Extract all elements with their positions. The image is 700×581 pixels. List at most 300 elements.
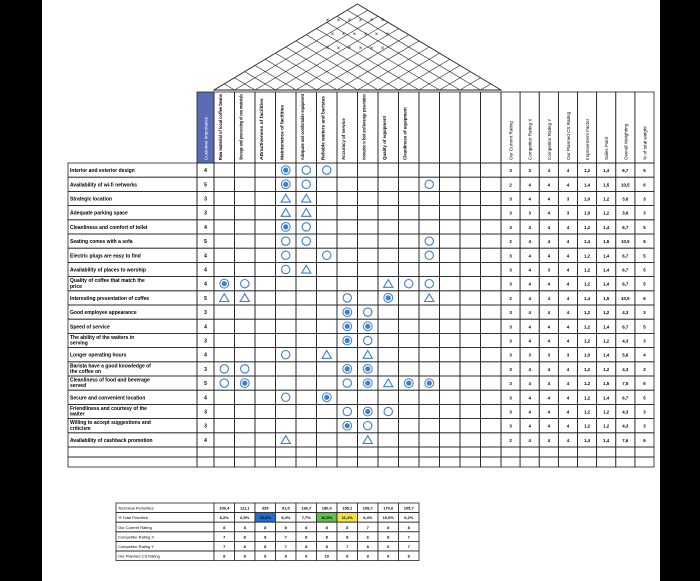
relationship-cell — [399, 291, 420, 305]
roof-correlation-icon: × — [374, 32, 379, 38]
summary-value: 105,7 — [403, 505, 414, 511]
relationship-cell — [276, 305, 297, 319]
planning-value: 4 — [547, 423, 551, 429]
relationship-cell — [460, 277, 481, 291]
summary-value: 8 — [243, 524, 246, 530]
planning-value: 3 — [528, 168, 531, 174]
medium-relationship-icon — [364, 336, 372, 344]
summary-value: 7,7% — [301, 515, 311, 521]
relationship-cell — [440, 305, 461, 319]
planning-value: 3 — [528, 210, 531, 216]
planning-value: 1,4 — [584, 182, 591, 188]
planning-value: 4 — [547, 324, 551, 330]
medium-relationship-icon — [302, 166, 310, 174]
roof-correlation-icon: × — [347, 46, 352, 52]
empty-importance-cell — [197, 457, 214, 467]
spacer-header-cell — [419, 92, 440, 163]
planning-value: 6 — [643, 437, 646, 443]
planning-value: 5 — [643, 267, 646, 273]
relationship-cell — [296, 248, 317, 262]
planning-value: 4 — [566, 281, 570, 287]
summary-value: 8 — [264, 524, 267, 530]
summary-value: 7 — [366, 524, 369, 530]
summary-value: 8 — [346, 534, 349, 540]
planning-value: 6 — [643, 182, 646, 188]
customer-requirement-label: Electric plugs are easy to find — [70, 253, 141, 260]
summary-value: 8 — [284, 524, 287, 530]
planning-value: 4 — [547, 196, 551, 202]
customer-requirement-label — [70, 363, 151, 375]
summary-value: 8 — [305, 553, 308, 559]
planning-value: 4 — [528, 196, 531, 202]
relationship-cell — [255, 291, 276, 305]
customer-requirement-label — [70, 278, 145, 290]
technical-header-label: Raw material of local coffee beans — [218, 84, 223, 160]
medium-relationship-icon — [241, 365, 249, 373]
relationship-cell — [317, 277, 338, 291]
relationship-cell — [481, 319, 502, 333]
summary-value: 91,5 — [281, 505, 290, 511]
customer-requirement-label: Good employee appearance — [70, 310, 137, 317]
planning-value: 6 — [643, 239, 646, 245]
relationship-cell — [378, 362, 399, 376]
relationship-cell — [481, 362, 502, 376]
relationship-cell — [235, 177, 256, 191]
empty-importance-cell — [197, 447, 214, 457]
customer-requirement-label-line: serving — [70, 340, 88, 347]
relationship-cell — [317, 291, 338, 305]
relationship-cell — [337, 262, 358, 276]
planning-value: 6,7 — [622, 168, 629, 174]
planning-value: 1,0 — [584, 210, 591, 216]
relationship-cell — [235, 433, 256, 447]
summary-row-label: Competitor Rating Y — [118, 544, 154, 549]
empty-requirement-cell — [68, 447, 197, 457]
relationship-cell — [276, 376, 297, 390]
relationship-cell — [481, 234, 502, 248]
planning-value: 7,6 — [622, 437, 629, 443]
relationship-cell — [460, 390, 481, 404]
planning-value: 1,2 — [584, 267, 591, 273]
customer-requirement-label: Longer operating hours — [70, 352, 127, 359]
relationship-cell — [214, 177, 235, 191]
planning-value: 1,2 — [584, 366, 591, 372]
planning-value: 10,5 — [621, 239, 630, 245]
empty-planning-cell — [597, 457, 616, 467]
relationship-cell — [235, 220, 256, 234]
relationship-cell — [296, 319, 317, 333]
planning-value: 1,4 — [603, 395, 610, 401]
empty-planning-cell — [539, 457, 558, 467]
planning-value: 10,5 — [621, 182, 630, 188]
relationship-cell — [481, 262, 502, 276]
planning-value: 4 — [528, 310, 531, 316]
summary-value: 108,7 — [362, 505, 373, 511]
relationship-cell — [255, 163, 276, 177]
relationship-cell — [440, 234, 461, 248]
planning-value: 3 — [643, 338, 646, 344]
planning-value: 3 — [643, 210, 646, 216]
relationship-cell — [419, 419, 440, 433]
customer-importance-value: 4 — [204, 324, 207, 331]
planning-value: 3 — [509, 196, 512, 202]
planning-value: 4 — [547, 182, 551, 188]
relationship-cell — [399, 404, 420, 418]
relationship-cell — [460, 419, 481, 433]
relationship-cell — [460, 319, 481, 333]
relationship-cell — [481, 433, 502, 447]
planning-value: 3 — [509, 366, 512, 372]
relationship-cell — [378, 419, 399, 433]
planning-value: 1,0 — [584, 196, 591, 202]
summary-value: 8 — [387, 534, 390, 540]
customer-requirement-label: Cleanliness and comfort of toilet — [70, 224, 148, 231]
relationship-cell — [440, 348, 461, 362]
customer-requirement-label-line: criticism — [70, 425, 91, 432]
roof-correlation-icon: × — [336, 46, 341, 52]
strong-relationship-icon-core — [386, 295, 391, 300]
empty-planning-cell — [635, 457, 654, 467]
relationship-cell — [460, 220, 481, 234]
planning-value: 4,3 — [622, 310, 629, 316]
planning-value: 1,4 — [603, 352, 610, 358]
summary-value: 8 — [387, 553, 390, 559]
planning-value: 1,4 — [584, 437, 591, 443]
planning-value: 1,2 — [603, 423, 610, 429]
planning-value: 4 — [547, 338, 551, 344]
empty-relationship-cell — [337, 447, 358, 457]
relationship-cell — [358, 177, 379, 191]
empty-planning-cell — [501, 457, 520, 467]
summary-value: 180,0 — [321, 505, 332, 511]
planning-value: 1,2 — [584, 423, 591, 429]
planning-value: 6,7 — [622, 224, 629, 230]
technical-header-label: Cleanliness of equipment — [402, 104, 408, 160]
planning-value: 1,2 — [584, 168, 591, 174]
customer-requirement-label-line: waiter — [70, 411, 85, 418]
planning-value: 4 — [528, 338, 531, 344]
relationship-cell — [214, 433, 235, 447]
summary-value: 130,7 — [301, 505, 312, 511]
empty-relationship-cell — [481, 457, 502, 467]
medium-relationship-icon — [302, 180, 310, 188]
summary-value: 8 — [264, 544, 267, 549]
relationship-cell — [235, 191, 256, 205]
relationship-cell — [440, 277, 461, 291]
medium-relationship-icon — [241, 280, 249, 288]
relationship-cell — [481, 333, 502, 347]
customer-importance-value: 3 — [204, 210, 207, 217]
planning-value: 1,2 — [603, 409, 610, 415]
planning-value: 3 — [566, 210, 570, 216]
relationship-cell — [378, 319, 399, 333]
relationship-cell — [296, 291, 317, 305]
relationship-cell — [460, 376, 481, 390]
empty-planning-cell — [616, 457, 635, 467]
relationship-cell — [378, 348, 399, 362]
planning-header-label: Our Planned CS Rating — [565, 111, 571, 160]
strong-relationship-icon-core — [345, 324, 350, 329]
relationship-cell — [255, 305, 276, 319]
relationship-cell — [255, 419, 276, 433]
relationship-cell — [419, 362, 440, 376]
empty-planning-cell — [616, 447, 635, 457]
planning-value: 1,2 — [584, 281, 591, 287]
relationship-cell — [317, 234, 338, 248]
planning-value: 4,3 — [622, 409, 629, 415]
relationship-cell — [440, 376, 461, 390]
relationship-cell — [255, 177, 276, 191]
summary-value: 7 — [346, 544, 349, 549]
planning-value: 3 — [509, 310, 512, 316]
medium-relationship-icon — [425, 251, 433, 259]
relationship-cell — [460, 191, 481, 205]
customer-importance-value: 5 — [204, 295, 207, 302]
customer-importance-value: 4 — [204, 395, 207, 402]
planning-value: 3 — [509, 381, 512, 387]
planning-header-label: % of total weight — [642, 126, 648, 160]
summary-value: 170,6 — [383, 505, 394, 511]
relationship-cell — [378, 262, 399, 276]
relationship-cell — [440, 433, 461, 447]
empty-planning-cell — [501, 447, 520, 457]
relationship-cell — [460, 163, 481, 177]
medium-relationship-icon — [282, 351, 290, 359]
planning-value: 3,6 — [622, 210, 629, 216]
relationship-cell — [440, 220, 461, 234]
relationship-cell — [378, 177, 399, 191]
relationship-cell — [317, 404, 338, 418]
planning-header-label: Overall Weighting — [623, 123, 629, 160]
planning-value: 1,2 — [603, 310, 610, 316]
planning-value: 3 — [643, 310, 646, 316]
planning-value: 4 — [566, 168, 570, 174]
empty-planning-cell — [520, 447, 539, 457]
relationship-cell — [255, 376, 276, 390]
relationship-cell — [235, 305, 256, 319]
planning-value: 6,7 — [622, 253, 629, 259]
relationship-cell — [235, 319, 256, 333]
summary-value: 8 — [243, 553, 246, 559]
relationship-cell — [378, 248, 399, 262]
medium-relationship-icon — [405, 280, 413, 288]
relationship-cell — [419, 319, 440, 333]
technical-header-label: Attractiveness of facilities — [259, 103, 264, 160]
relationship-cell — [399, 348, 420, 362]
relationship-cell — [255, 348, 276, 362]
customer-importance-value: 3 — [204, 338, 207, 345]
relationship-cell — [440, 333, 461, 347]
customer-importance-value: 3 — [204, 423, 207, 430]
relationship-cell — [358, 220, 379, 234]
relationship-cell — [440, 262, 461, 276]
planning-value: 3 — [509, 423, 512, 429]
summary-value: 111,1 — [239, 505, 250, 511]
summary-value: 8 — [264, 553, 267, 559]
strong-relationship-icon-core — [365, 366, 370, 371]
relationship-cell — [399, 248, 420, 262]
planning-value: 4 — [547, 409, 551, 415]
empty-relationship-cell — [296, 457, 317, 467]
relationship-cell — [235, 419, 256, 433]
relationship-cell — [440, 177, 461, 191]
medium-relationship-icon — [384, 407, 392, 415]
customer-importance-value: 4 — [204, 352, 207, 359]
planning-value: 4,3 — [622, 366, 629, 372]
planning-value: 1,2 — [584, 310, 591, 316]
planning-value: 1,4 — [603, 168, 610, 174]
relationship-cell — [419, 206, 440, 220]
relationship-cell — [255, 433, 276, 447]
empty-relationship-cell — [440, 447, 461, 457]
relationship-cell — [378, 220, 399, 234]
customer-requirement-label — [70, 420, 151, 432]
planning-value: 4 — [528, 409, 531, 415]
planning-value: 3 — [643, 196, 646, 202]
planning-value: 4 — [566, 182, 570, 188]
planning-value: 3 — [509, 324, 512, 330]
relationship-cell — [358, 206, 379, 220]
relationship-cell — [214, 348, 235, 362]
planning-value: 1,4 — [603, 437, 610, 443]
customer-requirement-label-line: price — [70, 283, 82, 290]
relationship-cell — [296, 305, 317, 319]
summary-value: 8 — [223, 524, 226, 530]
planning-value: 3 — [547, 267, 551, 273]
customer-importance-value: 3 — [204, 409, 207, 416]
customer-requirement-label: Secure and convenient location — [70, 395, 146, 402]
medium-relationship-icon — [425, 180, 433, 188]
planning-value: 4 — [566, 253, 570, 259]
relationship-cell — [214, 220, 235, 234]
weak-relationship-icon — [384, 379, 393, 387]
relationship-cell — [214, 390, 235, 404]
roof-correlation-icon: × — [369, 46, 374, 52]
planning-value: 1,5 — [603, 295, 610, 301]
planning-value: 1,4 — [603, 267, 610, 273]
weak-relationship-icon — [281, 436, 290, 444]
relationship-cell — [481, 248, 502, 262]
relationship-cell — [358, 262, 379, 276]
strong-relationship-icon-core — [345, 310, 350, 315]
relationship-cell — [214, 319, 235, 333]
customer-requirement-label-line: served — [70, 383, 87, 390]
empty-relationship-cell — [235, 447, 256, 457]
relationship-cell — [378, 163, 399, 177]
spacer-header-cell — [481, 92, 502, 163]
planning-value: 4 — [547, 168, 551, 174]
relationship-cell — [235, 390, 256, 404]
technical-header-label: Storage and processing of raw materials — [238, 71, 244, 160]
planning-value: 4 — [547, 295, 551, 301]
relationship-cell — [378, 333, 399, 347]
relationship-cell — [255, 220, 276, 234]
planning-value: 1,4 — [584, 239, 591, 245]
customer-requirement-label: Availability of cashback promotion — [70, 437, 153, 444]
planning-value: 3 — [643, 366, 646, 372]
relationship-cell — [214, 305, 235, 319]
relationship-cell — [460, 248, 481, 262]
relationship-cell — [399, 206, 420, 220]
customer-importance-value: 4 — [204, 168, 207, 175]
planning-value: 4 — [566, 224, 570, 230]
planning-value: 5 — [643, 395, 646, 401]
planning-header-label: Competitor Rating Y — [546, 118, 552, 160]
customer-importance-value: 4 — [204, 281, 207, 288]
relationship-cell — [214, 248, 235, 262]
planning-value: 4 — [643, 352, 646, 358]
relationship-cell — [481, 220, 502, 234]
empty-planning-cell — [539, 447, 558, 457]
roof-correlation-icon: × — [380, 46, 385, 52]
planning-value: 4 — [528, 437, 531, 443]
summary-value: 8 — [305, 534, 308, 540]
relationship-cell — [419, 305, 440, 319]
relationship-cell — [399, 319, 420, 333]
planning-value: 4 — [566, 381, 570, 387]
planning-value: 4 — [566, 267, 570, 273]
planning-header-label: Our Current Rating — [508, 121, 514, 160]
planning-value: 4 — [528, 267, 531, 273]
relationship-cell — [378, 206, 399, 220]
relationship-cell — [358, 234, 379, 248]
summary-value: 8 — [305, 544, 308, 549]
relationship-cell — [214, 191, 235, 205]
relationship-cell — [255, 333, 276, 347]
customer-requirement-label: Strategic location — [70, 196, 112, 203]
planning-value: 4 — [528, 366, 531, 372]
empty-relationship-cell — [399, 457, 420, 467]
strong-relationship-icon-core — [283, 224, 288, 229]
summary-value: 7 — [223, 534, 226, 540]
planning-value: 3 — [509, 267, 512, 273]
planning-value: 3 — [643, 423, 646, 429]
relationship-cell — [214, 333, 235, 347]
summary-value: 7 — [284, 534, 287, 540]
relationship-cell — [337, 277, 358, 291]
empty-relationship-cell — [296, 447, 317, 457]
planning-value: 6,7 — [622, 267, 629, 273]
empty-relationship-cell — [276, 457, 297, 467]
strong-relationship-icon-core — [406, 381, 411, 386]
weak-relationship-icon — [281, 194, 290, 202]
planning-value: 4 — [566, 395, 570, 401]
customer-importance-value: 4 — [204, 224, 207, 231]
summary-row-label: Our Planned CS Rating — [118, 553, 160, 559]
strong-relationship-icon-core — [222, 281, 227, 286]
planning-value: 1,2 — [584, 381, 591, 387]
planning-value: 3 — [509, 338, 512, 344]
weak-relationship-icon — [281, 209, 290, 217]
strong-relationship-icon-core — [324, 395, 329, 400]
empty-relationship-cell — [235, 457, 256, 467]
planning-value: 5,6 — [622, 352, 629, 358]
summary-value: 7 — [223, 544, 226, 549]
relationship-cell — [399, 191, 420, 205]
relationship-cell — [235, 206, 256, 220]
relationship-cell — [317, 220, 338, 234]
summary-value: 8 — [387, 524, 390, 530]
empty-relationship-cell — [358, 447, 379, 457]
roof-outline — [214, 4, 501, 90]
relationship-cell — [460, 333, 481, 347]
medium-relationship-icon — [220, 365, 228, 373]
relationship-cell — [419, 262, 440, 276]
planning-value: 1,2 — [584, 324, 591, 330]
roof-correlation-icon: × — [336, 18, 341, 24]
planning-value: 4 — [547, 253, 551, 259]
roof-correlation-icon: × — [385, 32, 390, 38]
